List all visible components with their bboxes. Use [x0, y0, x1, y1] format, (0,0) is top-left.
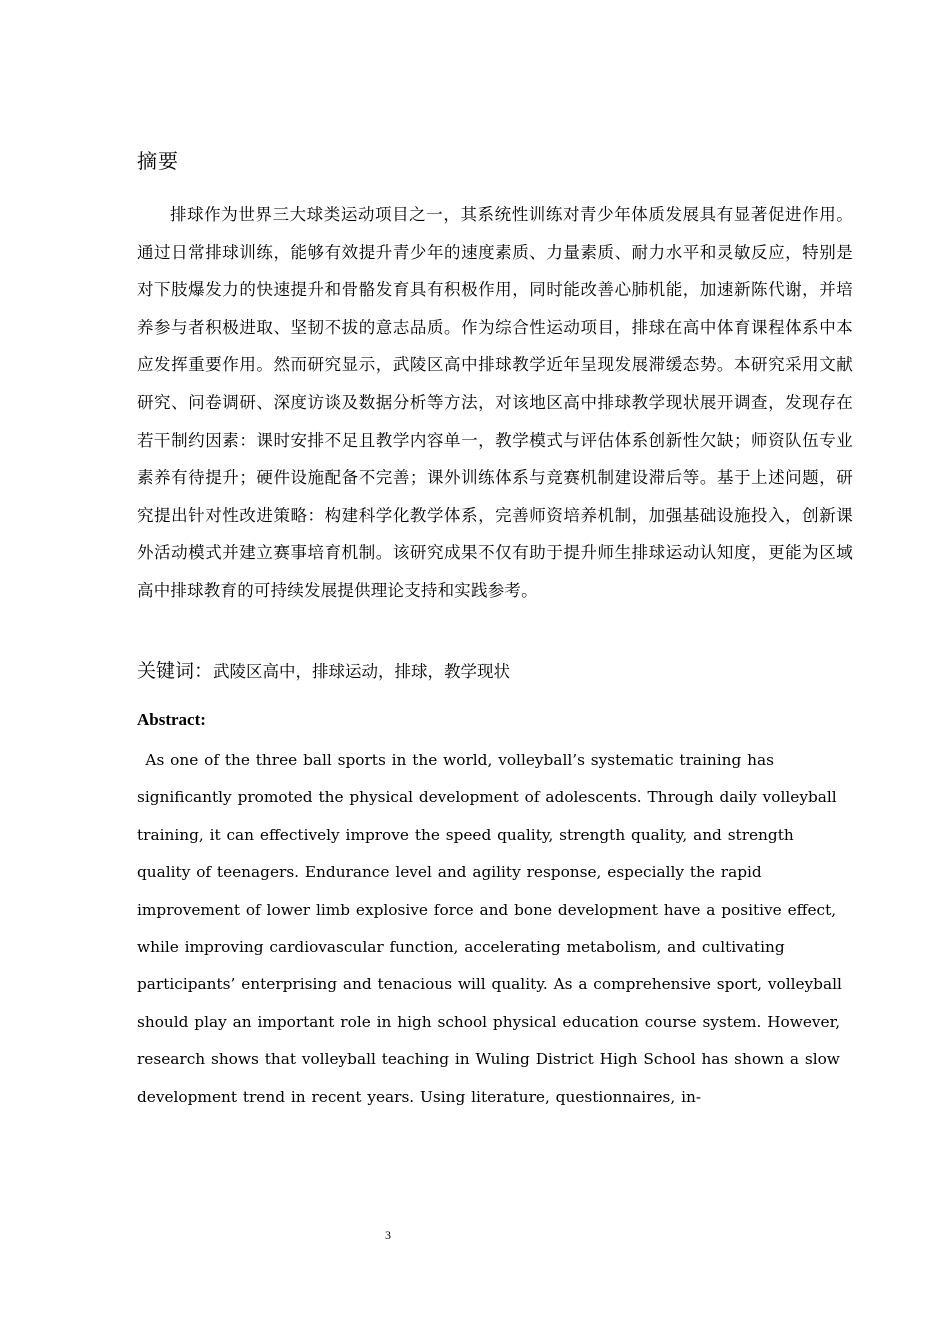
abstract-cn-body: 排球作为世界三大球类运动项目之一，其系统性训练对青少年体质发展具有显著促进作用。通过日常排球训练，能够有效提升青少年的速度素质、力量素质、耐力水平和灵敏反应，特别是对下肢爆发力的快速提升和骨骼发育具有积极作用，同时能改善心肺机能，加速新陈代谢，并培养参与者积极进取、坚韧不拔的意志品质。作为综合性运动项目，排球在高中体育课程体系中本应发挥重要作用。然而研究显示，武陵区高中排球教学近年呈现发展滞缓态势。本研究采用文献研究、问卷调研、深度访谈及数据分析等方法，对该地区高中排球教学现状展开调查，发现存在若干制约因素：课时安排不足且教学内容单一，教学模式与评估体系创新性欠缺；师资队伍专业素养有待提升；硬件设施配备不完善；课外训练体系与竞赛机制建设滞后等。基于上述问题，研究提出针对性改进策略：构建科学化教学体系，完善师资培养机制，加强基础设施投入，创新课外活动模式并建立赛事培育机制。该研究成果不仅有助于提升师生排球运动认知度，更能为区域高中排球教育的可持续发展提供理论支持和实践参考。 — [137, 205, 853, 600]
keywords-line — [137, 656, 853, 687]
page-number: 3 — [385, 1228, 391, 1242]
abstract-cn-heading: 摘要 — [137, 149, 179, 173]
keywords-value: 武陵区高中，排球运动，排球，教学现状 — [213, 662, 511, 681]
abstract-en-heading: Abstract: — [137, 710, 206, 729]
keywords-label: 关键词： — [137, 660, 214, 682]
abstract-en-body: As one of the three ball sports in the world, volleyball’s systematic training has significantly promoted the physical development of adolescents. Through daily volleyball training, it can effectively improve the speed quality, strength quality, and strength quality of teenagers. Endurance level and agility response, especially the rapid improvement of lower limb explosive force and bone development have a positive effect, while improving cardiovascular function, accelerating metabolism, and cultivating participants’ enterprising and tenacious will quality. As a comprehensive sport, volleyball should play an important role in high school physical education course system. However, research shows that volleyball teaching in Wuling District High School has shown a slow development trend in recent years. Using literature, questionnaires, in- — [137, 751, 842, 1106]
